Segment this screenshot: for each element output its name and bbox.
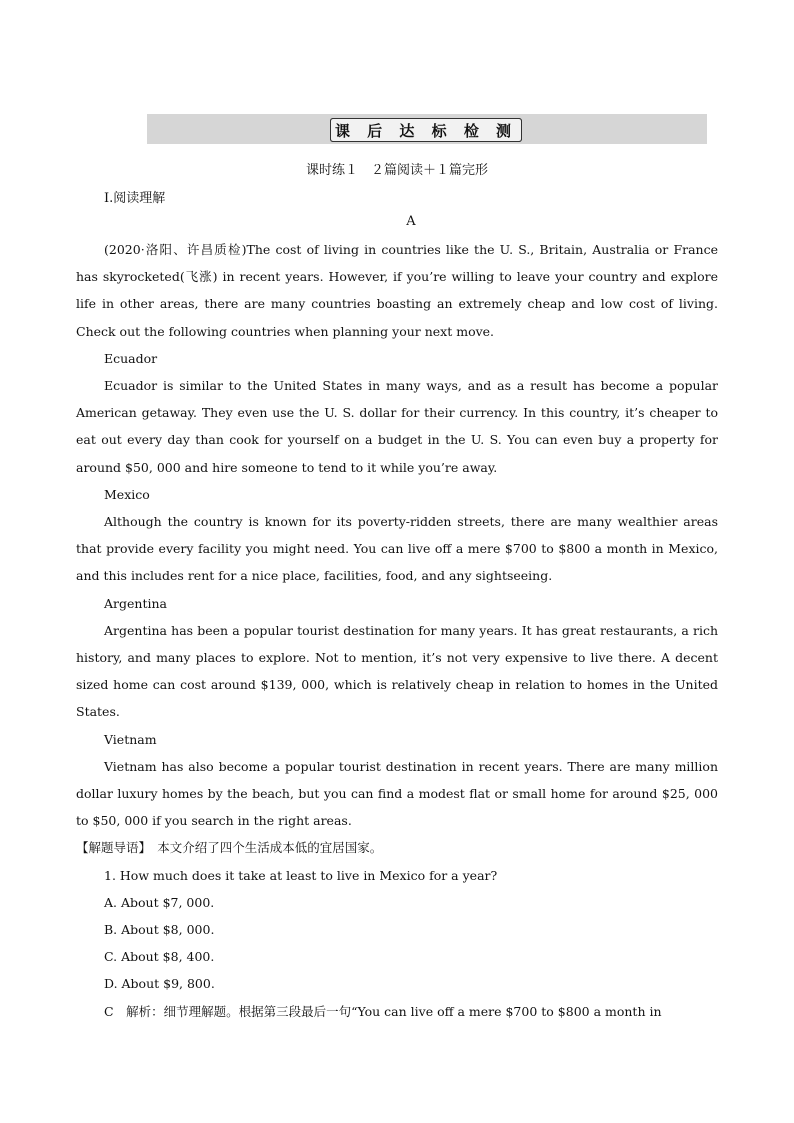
argentina-paragraph: Argentina has been a popular tourist destination for many years. It has great restaurants, a rich history, and many places to explore. Not to mention, it’s not very expensive to live there. A decent sized home can cost around $139, 000, which is relatively cheap in relation to homes in the United States. [76,622,718,720]
guide-note: 【解题导语】 本文介绍了四个生活成本低的宜居国家。 [76,840,383,856]
passage-label: A [406,214,416,229]
argentina-heading: Argentina [104,595,167,611]
mexico-heading: Mexico [104,486,150,502]
lesson-subtitle: 课时练１ ２篇阅读＋１篇完形 [305,163,488,178]
intro-paragraph: (2020·洛阳、许昌质检)The cost of living in countries like the U. S., Britain, Australia or France has skyrocketed(飞涨) in recent years. However, if you’re willing to leave your country and explore life in other areas, there are many countries boasting an extremely cheap and low cost of living. Check out the following countries when planning your next move. [76,242,718,339]
answer-analysis: C 解析：细节理解题。根据第三段最后一句“You can live off a mere $700 to $800 a month in [104,1003,662,1019]
section-banner [147,114,707,144]
passage-body [76,236,718,1025]
ecuador-heading: Ecuador [104,350,158,366]
question-stem: 1. How much does it take at least to live in Mexico for a year? [104,867,498,883]
ecuador-paragraph: Ecuador is similar to the United States in many ways, and as a result has become a popular American getaway. They even use the U. S. dollar for their currency. In this country, it’s cheaper to eat out every day than cook for yourself on a budget in the U. S. You can even buy a property for around $50, 000 and hire someone to tend to it while you’re away. [76,378,718,475]
banner-title: 课 后 达 标 检 测 [330,118,522,142]
option-a: A. About $7, 000. [104,894,215,910]
option-b: B. About $8, 000. [104,922,215,938]
vietnam-paragraph: Vietnam has also become a popular tourist destination in recent years. There are many million dollar luxury homes by the beach, but you can find a modest flat or small home for around $25, 000 to $50, 000 if you search in the right areas. [76,758,718,829]
vietnam-heading: Vietnam [104,731,157,747]
mexico-paragraph: Although the country is known for its poverty-ridden streets, there are many wealthier areas that provide every facility you might need. You can live off a mere $700 to $800 a month in Mexico, and this includes rent for a nice place, facilities, food, and any sightseeing. [76,514,718,584]
option-c: C. About $8, 400. [104,949,215,965]
option-d: D. About $9, 800. [104,976,215,992]
section-heading: Ⅰ.阅读理解 [104,191,166,206]
